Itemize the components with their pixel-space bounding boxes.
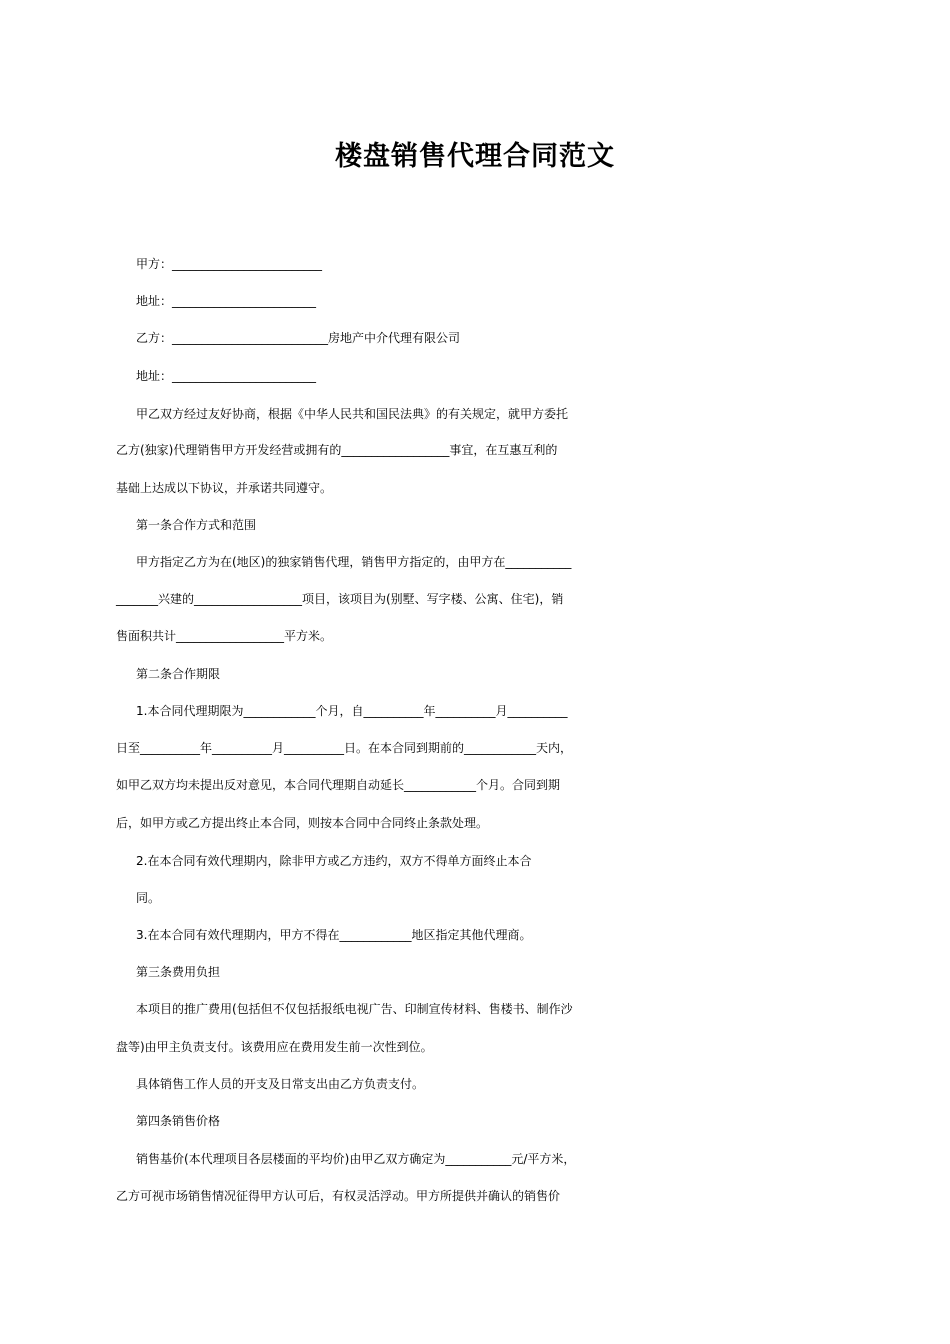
paragraph-line: 本项目的推广费用(包括但不仅包括报纸电视广告、印制宣传材料、售楼书、制作沙	[136, 1002, 573, 1016]
document-title: 楼盘销售代理合同范文	[335, 141, 615, 172]
paragraph-line: 售面积共计__________________平方米。	[116, 629, 333, 643]
paragraph-line: 3.在本合同有效代理期内，甲方不得在____________地区指定其他代理商。	[136, 928, 532, 942]
paragraph-line: 甲乙双方经过友好协商，根据《中华人民共和国民法典》的有关规定，就甲方委托	[136, 407, 569, 421]
paragraph-line: 同。	[136, 891, 161, 905]
party-a-address-line: 地址：________________________	[136, 294, 317, 308]
paragraph-line: _______兴建的__________________项目，该项目为(别墅、写字楼、公寓、住宅)，销	[116, 592, 564, 606]
paragraph-line: 后，如甲方或乙方提出终止本合同，则按本合同中合同终止条款处理。	[116, 816, 489, 830]
paragraph-line: 销售基价(本代理项目各层楼面的平均价)由甲乙双方确定为___________元/平方米，	[136, 1152, 576, 1166]
paragraph-line: 基础上达成以下协议，并承诺共同遵守。	[116, 481, 333, 495]
party-b-line: 乙方：__________________________房地产中介代理有限公司	[136, 331, 461, 345]
paragraph-line: 盘等)由甲主负责支付。该费用应在费用发生前一次性到位。	[116, 1040, 433, 1054]
paragraph-line: 乙方(独家)代理销售甲方开发经营或拥有的__________________事宜，在互惠互利的	[116, 443, 558, 457]
party-a-line: 甲方：_________________________	[136, 257, 323, 271]
paragraph-line: 甲方指定乙方为在(地区)的独家销售代理，销售甲方指定的，由甲方在___________	[136, 555, 572, 569]
party-b-address-line: 地址：________________________	[136, 369, 317, 383]
paragraph-line: 如甲乙双方均未提出反对意见，本合同代理期自动延长____________个月。合同到期	[116, 778, 561, 792]
paragraph-line: 1.本合同代理期限为____________个月，自__________年__________月__________	[136, 704, 568, 718]
section-heading: 第二条合作期限	[136, 667, 221, 681]
section-heading: 第三条费用负担	[136, 965, 221, 979]
paragraph-line: 乙方可视市场销售情况征得甲方认可后，有权灵活浮动。甲方所提供并确认的销售价	[116, 1189, 561, 1203]
section-heading: 第四条销售价格	[136, 1114, 221, 1128]
paragraph-line: 具体销售工作人员的开支及日常支出由乙方负责支付。	[136, 1077, 425, 1091]
section-heading: 第一条合作方式和范围	[136, 518, 257, 532]
paragraph-line: 2.在本合同有效代理期内，除非甲方或乙方违约，双方不得单方面终止本合	[136, 854, 532, 868]
paragraph-line: 日至__________年__________月__________日。在本合同到期前的____________天内，	[116, 741, 573, 755]
